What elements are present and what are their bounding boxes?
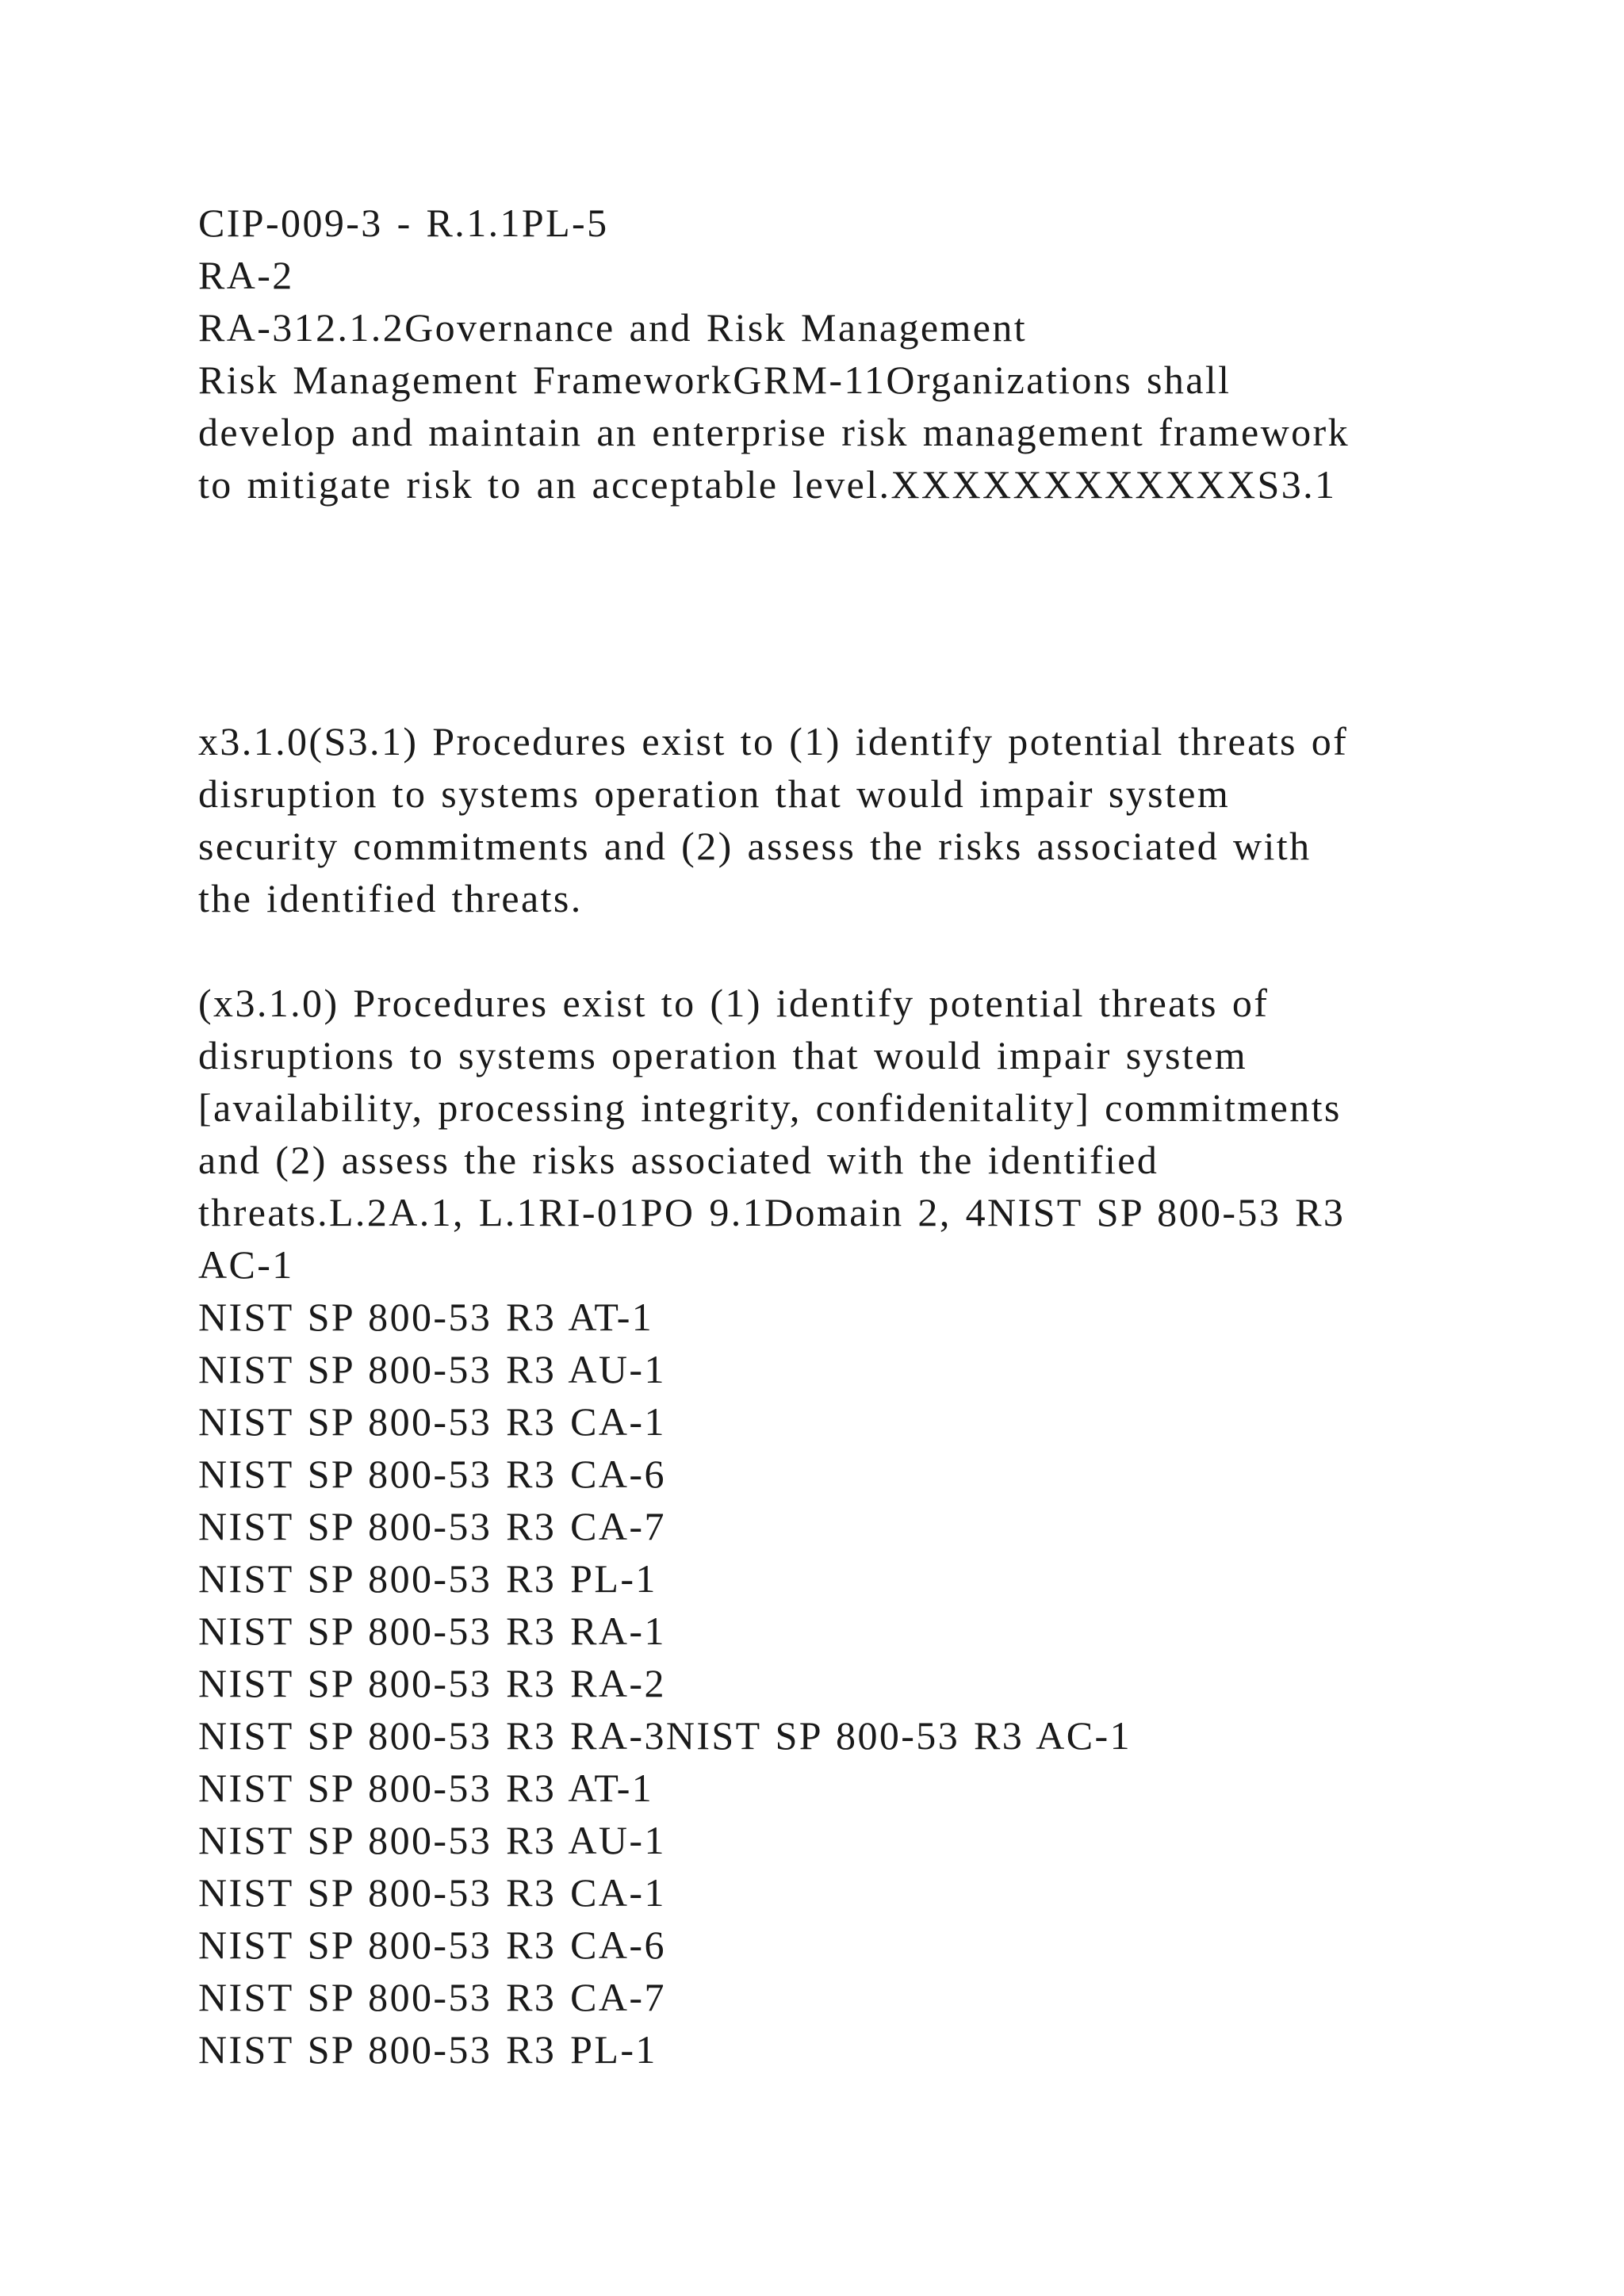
- text-line: disruptions to systems operation that would impair system: [198, 1033, 1247, 1077]
- text-block-header: [198, 197, 1499, 511]
- nist-reference-line: NIST SP 800-53 R3 CA-7: [198, 1504, 666, 1548]
- text-line: security commitments and (2) assess the risks associated with: [198, 824, 1312, 868]
- nist-reference-line: NIST SP 800-53 R3 CA-6: [198, 1923, 666, 1967]
- text-block-x3-1-0: [198, 977, 1499, 2076]
- text-line: CIP-009-3 - R.1.1PL-5: [198, 201, 609, 245]
- nist-reference-line: NIST SP 800-53 R3 AT-1: [198, 1766, 654, 1810]
- nist-reference-line: NIST SP 800-53 R3 AU-1: [198, 1347, 666, 1391]
- text-line: x3.1.0(S3.1) Procedures exist to (1) identify potential threats of: [198, 719, 1349, 763]
- text-line: Risk Management FrameworkGRM-11Organizations shall: [198, 358, 1231, 402]
- text-line: the identified threats.: [198, 876, 583, 920]
- nist-reference-line: NIST SP 800-53 R3 RA-1: [198, 1609, 666, 1653]
- text-line: to mitigate risk to an acceptable level.XXXXXXXXXXXXS3.1: [198, 462, 1337, 507]
- text-line: and (2) assess the risks associated with the identified: [198, 1138, 1159, 1182]
- nist-reference-line: NIST SP 800-53 R3 CA-7: [198, 1975, 666, 2019]
- text-line: (x3.1.0) Procedures exist to (1) identify potential threats of: [198, 981, 1270, 1025]
- nist-reference-line: NIST SP 800-53 R3 PL-1: [198, 2027, 657, 2072]
- nist-reference-line: NIST SP 800-53 R3 CA-6: [198, 1452, 666, 1496]
- nist-reference-line: NIST SP 800-53 R3 RA-3NIST SP 800-53 R3 AC-1: [198, 1713, 1132, 1758]
- nist-reference-line: NIST SP 800-53 R3 AU-1: [198, 1818, 666, 1862]
- nist-reference-line: NIST SP 800-53 R3 CA-1: [198, 1399, 666, 1444]
- text-line: [availability, processing integrity, confidenitality] commitments: [198, 1085, 1342, 1130]
- text-block-s3-1: [198, 715, 1499, 924]
- nist-reference-line: NIST SP 800-53 R3 AT-1: [198, 1295, 654, 1339]
- text-line: disruption to systems operation that would impair system: [198, 771, 1231, 816]
- text-line: AC-1: [198, 1242, 294, 1287]
- text-line: RA-312.1.2Governance and Risk Management: [198, 305, 1028, 350]
- text-line: RA-2: [198, 253, 294, 297]
- text-line: develop and maintain an enterprise risk management framework: [198, 410, 1350, 454]
- text-line: threats.L.2A.1, L.1RI-01PO 9.1Domain 2, 4NIST SP 800-53 R3: [198, 1190, 1346, 1234]
- nist-reference-line: NIST SP 800-53 R3 CA-1: [198, 1870, 666, 1915]
- nist-reference-line: NIST SP 800-53 R3 PL-1: [198, 1556, 657, 1601]
- nist-reference-line: NIST SP 800-53 R3 RA-2: [198, 1661, 666, 1705]
